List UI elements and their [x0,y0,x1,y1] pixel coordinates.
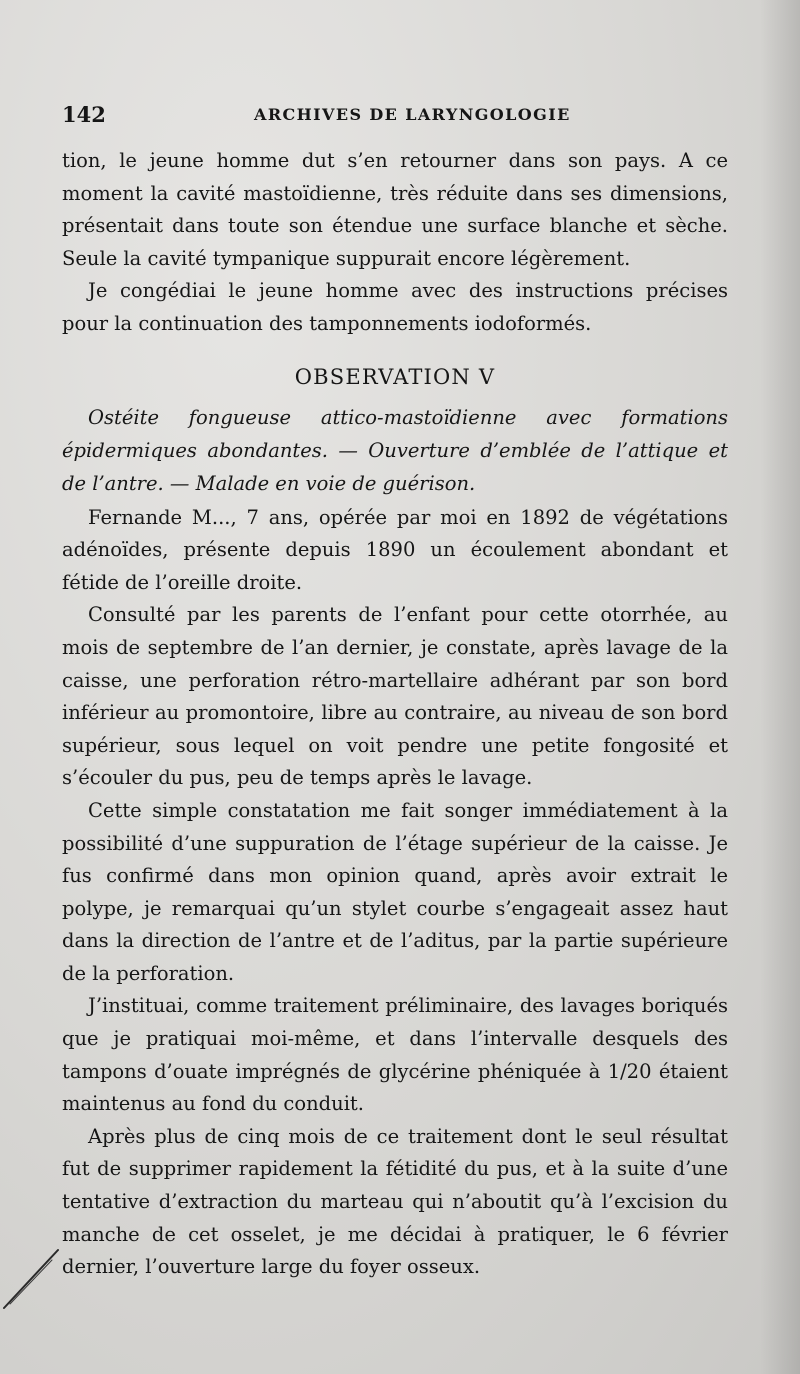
paragraph: J’instituai, comme traitement préliminaire, des lavages boriqués que je pratiquai moi-même, et dans l’intervalle desquels des tampons d’ouate imprégnés de glycérine phéniquée à 1/20 étaient maintenus au fond du conduit. [62,994,728,1116]
body-text [62,145,728,1284]
page-edge-shadow [760,0,800,1374]
observation-subtitle: Ostéite fongueuse attico-mastoïdienne avec formations épidermiques abondantes. — Ouverture d’emblée de l’attique et de l’antre. — Malade en voie de guérison. [62,405,728,495]
paragraph: Cette simple constatation me fait songer immédiatement à la possibilité d’une suppuration de l’étage supérieur de la caisse. Je fus confirmé dans mon opinion quand, après avoir extrait le polype, je remarquai qu’un stylet courbe s’engageait assez haut dans la direction de l’antre et de l’aditus, par la partie supérieure de la perforation. [62,798,728,985]
journal-title: ARCHIVES DE LARYNGOLOGIE [254,105,571,124]
observation-heading: OBSERVATION V [294,364,496,389]
paragraph-continuation: tion, le jeune homme dut s’en retourner dans son pays. A ce moment la cavité mastoïdienne, très réduite dans ses dimensions, présentait dans toute son étendue une surface blanche et sèche. Seule la cavité tympanique suppurait encore légèrement. [62,149,728,270]
page-number: 142 [62,102,106,127]
paragraph: Consulté par les parents de l’enfant pour cette otorrhée, au mois de septembre de l’an dernier, je constate, après lavage de la caisse, une perforation rétro-martellaire adhérant par son bord inférieur au promontoire, libre au contraire, au niveau de son bord supérieur, sous lequel on voit pendre une petite fongosité et s’écouler du pus, peu de temps après le lavage. [62,603,728,790]
pencil-mark-icon [0,1240,70,1320]
running-head [62,102,732,132]
paragraph: Fernande M..., 7 ans, opérée par moi en 1892 de végétations adénoïdes, présente depuis 1890 un écoulement abondant et fétide de l’oreille droite. [62,505,728,594]
paragraph: Je congédiai le jeune homme avec des instructions précises pour la continuation des tamponnements iodoformés. [62,279,728,335]
paragraph: Après plus de cinq mois de ce traitement dont le seul résultat fut de supprimer rapidement la fétidité du pus, et à la suite d’une tentative d’extraction du marteau qui n’aboutit qu’à l’excision du manche de cet osselet, je me décidai à pratiquer, le 6 février dernier, l’ouverture large du foyer osseux. [62,1124,728,1279]
